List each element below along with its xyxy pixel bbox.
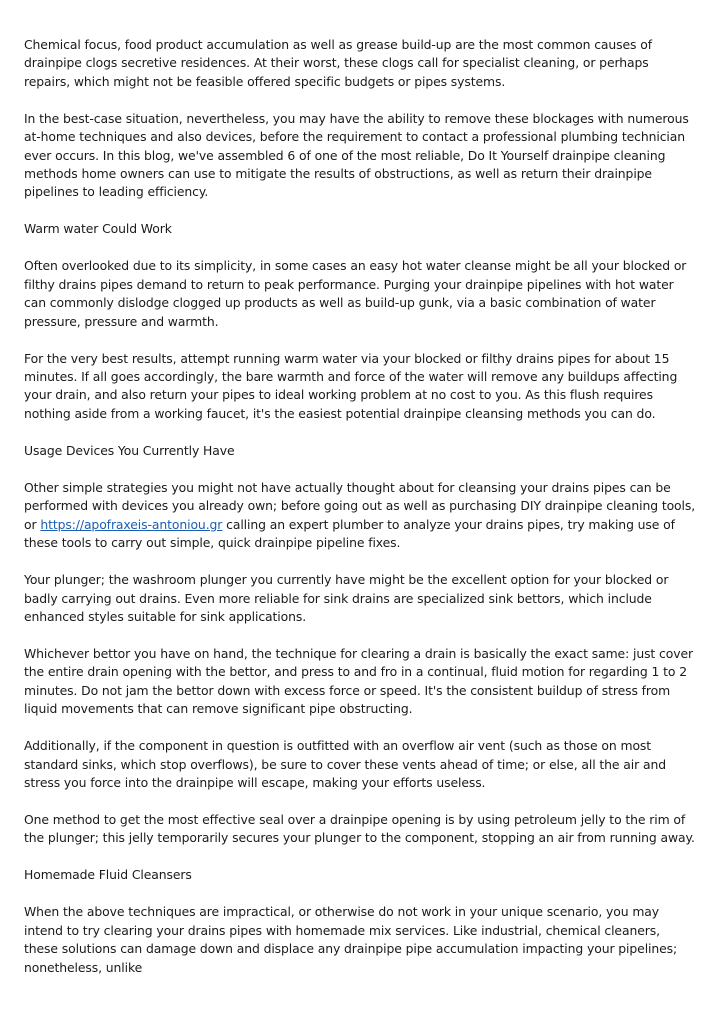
paragraph-hot-water-cleanse: Often overlooked due to its simplicity, in some cases an easy hot water cleanse might be all your blocked or filthy drains pipes demand to return to peak performance. Purging your drainpipe pipelines with hot water can commonly dislodge clogged up products as well as build-up gunk, via a basic combination of water pressure, pressure and warmth. — [24, 258, 687, 329]
article-body — [24, 36, 696, 996]
site-link[interactable]: https://apofraxeis-antoniou.gr — [40, 516, 223, 532]
paragraph-petroleum-jelly: One method to get the most effective seal over a drainpipe opening is by using petroleum jelly to the rim of the plunger; this jelly temporarily secures your plunger to the component, stopping an air from running away. — [24, 811, 695, 846]
paragraph-overflow-vent: Additionally, if the component in question is outfitted with an overflow air vent (such as those on most standard sinks, which stop overflows), be sure to cover these vents ahead of time; or else, all the air and stress you force into the drainpipe will escape, making your efforts useless. — [24, 738, 666, 790]
section-heading-devices: Usage Devices You Currently Have — [24, 442, 235, 458]
paragraph-best-results: For the very best results, attempt running warm water via your blocked or filthy drains pipes for about 15 minutes. If all goes accordingly, the bare warmth and force of the water will remove any buildups affecting your drain, and also return your pipes to ideal working problem at no cost to you. As this flush requires nothing aside from a working faucet, it's the easiest potential drainpipe cleansing methods you can do. — [24, 350, 678, 421]
paragraph-intro: Chemical focus, food product accumulation as well as grease build-up are the most common causes of drainpipe clogs secretive residences. At their worst, these clogs call for specialist cleaning, or perhaps repairs, which might not be feasible offered specific budgets or pipes systems. — [24, 37, 652, 89]
paragraph-plunger: Your plunger; the washroom plunger you currently have might be the excellent option for your blocked or badly carrying out drains. Even more reliable for sink drains are specialized sink bettors, which include enhanced styles suitable for sink applications. — [24, 572, 669, 624]
section-heading-warm-water: Warm water Could Work — [24, 221, 172, 237]
paragraph-text-before-link: Other simple strategies you might not have actually thought about for cleansing your drains pipes can be performed with devices you already own; before going out as well as purchasing DIY drainpipe cleaning tools, or — [24, 479, 696, 532]
paragraph-homemade-mix: When the above techniques are impractical, or otherwise do not work in your unique scenario, you may intend to try clearing your drains pipes with homemade mix services. Like industrial, chemical cleaners, these solutions can damage down and displace any drainpipe pipe accumulation impacting your pipelines; nonetheless, unlike — [24, 904, 678, 975]
paragraph-simple-strategies — [24, 479, 696, 553]
section-heading-homemade-cleansers: Homemade Fluid Cleansers — [24, 867, 192, 883]
paragraph-bettor-technique: Whichever bettor you have on hand, the technique for clearing a drain is basically the exact same: just cover the entire drain opening with the bettor, and press to and fro in a continual, fluid motion for regarding 1 to 2 minutes. Do not jam the bettor down with excess force or speed. It's the consistent buildup of stress from liquid movements that can remove significant pipe obstructing. — [24, 645, 693, 717]
paragraph-best-case: In the best-case situation, nevertheless, you may have the ability to remove these blockages with numerous at-home techniques and also devices, before the requirement to contact a professional plumbing technician ever occurs. In this blog, we've assembled 6 of one of the most reliable, Do It Yourself drainpipe cleaning methods home owners can use to mitigate the results of obstructions, as well as return their drainpipe pipelines to leading efficiency. — [24, 110, 689, 200]
paragraph-text-after-link: calling an expert plumber to analyze your drains pipes, try making use of these tools to carry out simple, quick drainpipe pipeline fixes. — [24, 516, 675, 551]
